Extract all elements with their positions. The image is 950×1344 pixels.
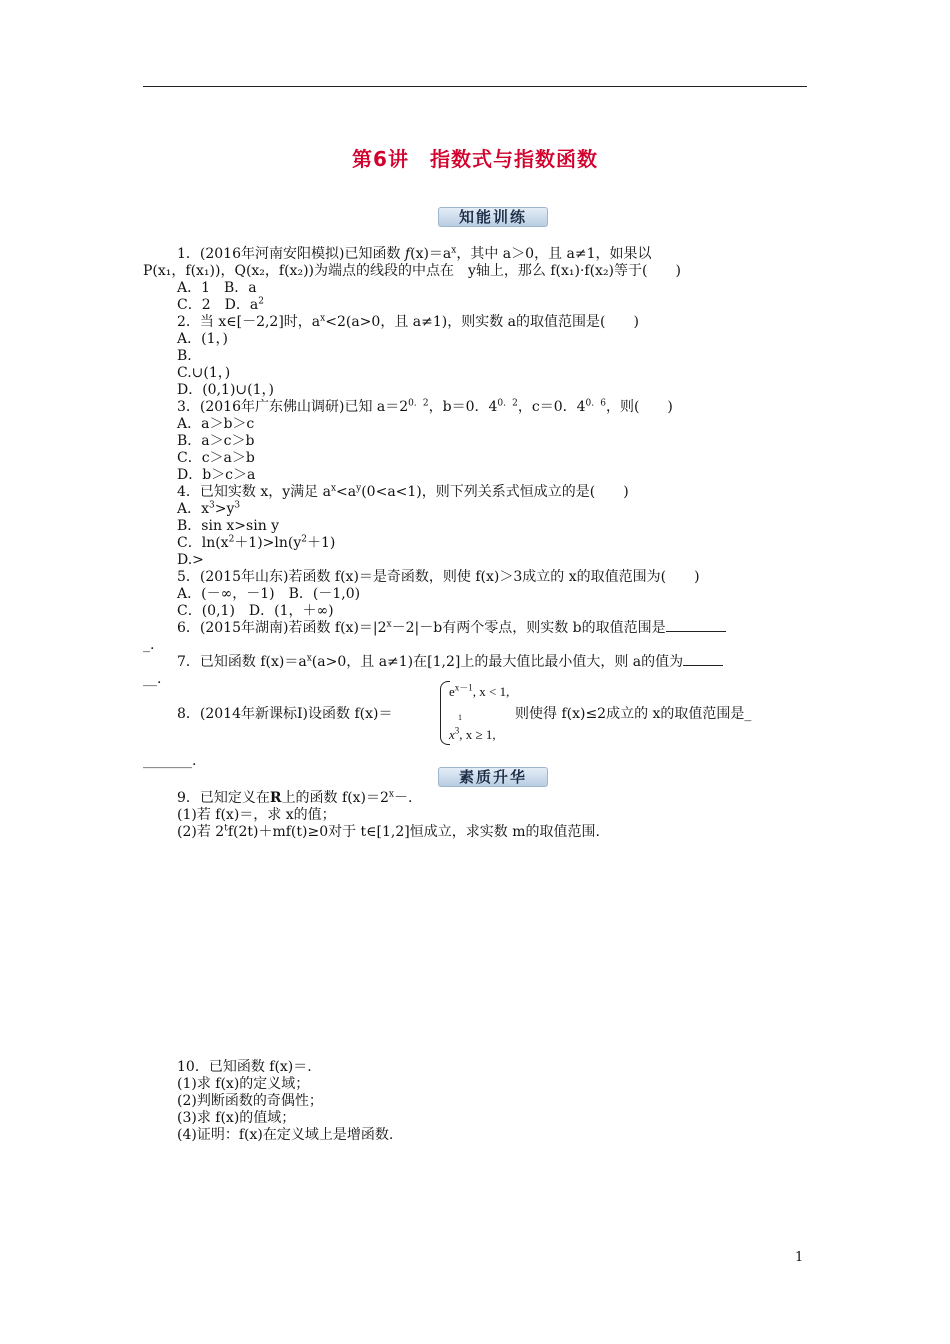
q10-part3: (3)求 f(x)的值域； xyxy=(177,1110,296,1126)
q7-stem-pre: 7．已知函数 f(x)＝a xyxy=(177,654,307,670)
q9-stem-pre: 9．已知定义在 xyxy=(177,790,270,806)
q8-case1-base: e xyxy=(449,684,455,699)
q2-option-a: A．(1，) xyxy=(177,331,228,347)
q9-part1: (1)若 f(x)＝，求 x的值； xyxy=(177,807,336,823)
q9-real-set: R xyxy=(269,790,282,806)
q9-stem-mid: 上的函数 f(x)＝2 xyxy=(281,790,389,806)
q2-option-d: D．(0,1)∪(1，) xyxy=(177,382,274,398)
q4-a-sup1: 3 xyxy=(209,500,215,511)
q2-stem-pre: 2．当 x∈[－2,2]时，a xyxy=(177,314,321,330)
q5-stem: 5．(2015年山东)若函数 f(x)＝是奇函数，则使 f(x)＞3成立的 x的取值范围为( ) xyxy=(177,569,700,585)
q2-option-b: B． xyxy=(177,348,202,364)
q4-c-post: ＋1) xyxy=(307,535,336,551)
page-title: 第6讲 指数式与指数函数 xyxy=(352,147,598,171)
q9-p2-sup: t xyxy=(224,823,228,834)
q9-p2-post: f(2t)＋mf(t)≥0对于 t∈[1,2]恒成立，求实数 m的取值范围. xyxy=(227,824,600,840)
q3-sup3: 0．6 xyxy=(585,398,606,409)
q4-a-sup2: 3 xyxy=(234,500,241,511)
q3-sup1: 0．2 xyxy=(408,398,429,409)
q8-case1-cond: , x < 1, xyxy=(472,684,510,699)
q6-stem-post: －2|－b有两个零点，则实数 b的取值范围是 xyxy=(391,620,666,636)
q2-stem-post: <2(a>0，且 a≠1)，则实数 a的取值范围是( ) xyxy=(325,314,639,330)
q3-option-b: B．a＞c＞b xyxy=(177,433,255,449)
q8-case2-cond: , x ≥ 1, xyxy=(459,727,496,742)
q6-answer-blank[interactable] xyxy=(666,620,726,632)
q4-stem xyxy=(177,484,629,501)
q8-case2-exp-num: 1 xyxy=(458,713,462,722)
q4-option-a xyxy=(177,501,240,518)
q8-case1 xyxy=(449,684,509,700)
q10-part1: (1)求 f(x)的定义域； xyxy=(177,1076,310,1092)
q4-stem-post: (0<a<1)，则下列关系式恒成立的是( ) xyxy=(361,484,629,500)
q1-optc-sup: 2 xyxy=(258,296,264,307)
q3-stem-post: ，则( ) xyxy=(605,399,673,415)
q8-post: 则使得 f(x)≤2成立的 x的取值范围是_ xyxy=(515,706,752,722)
q3-stem-mid1: ，b＝0．4 xyxy=(428,399,498,415)
q10-part2: (2)判断函数的奇偶性； xyxy=(177,1093,323,1109)
header-rule xyxy=(143,86,807,87)
q1-options-cd xyxy=(177,297,264,314)
q2-stem-sup: x xyxy=(320,313,326,324)
q3-option-c: C．c＞a＞b xyxy=(177,450,255,466)
q9-part2 xyxy=(177,824,600,841)
q1-optc-text: C．2 D．a xyxy=(177,297,259,313)
q8-case1-sup: x－1 xyxy=(454,682,473,693)
q1-sup: x xyxy=(451,245,457,256)
q3-option-d: D．b＞c＞a xyxy=(177,467,256,483)
page-number: 1 xyxy=(795,1250,804,1265)
q10-stem: 10．已知函数 f(x)＝. xyxy=(177,1059,312,1075)
q2-option-c: C.∪(1，) xyxy=(177,365,231,381)
q7-stem-post: (a>0，且 a≠1)在[1,2]上的最大值比最小值大，则 a的值为 xyxy=(311,654,684,670)
q7-stem xyxy=(177,654,723,671)
q6-sup: x xyxy=(386,619,392,630)
q4-stem-mid: <a xyxy=(336,484,357,500)
q7-answer-blank[interactable] xyxy=(683,654,723,666)
q8-case2-base: x xyxy=(449,727,455,742)
q1-text-f: f xyxy=(404,246,411,262)
q8-stem: 8．(2014年新课标Ⅰ)设函数 f(x)＝ xyxy=(177,706,393,722)
q4-c-sup2: 2 xyxy=(301,534,308,545)
q4-a-mid: >y xyxy=(214,501,235,517)
q3-sup2: 0．2 xyxy=(497,398,518,409)
q8-tail: _______. xyxy=(143,753,197,769)
q4-sup1: x xyxy=(330,483,337,494)
q1-text-pre: 1．(2016年河南安阳模拟)已知函数 xyxy=(177,246,405,262)
q8-case2 xyxy=(449,727,496,743)
q4-c-mid: ＋1)>ln(y xyxy=(234,535,302,551)
q1-line2: P(x₁，f(x₁))，Q(x₂，f(x₂))为端点的线段的中点在 y轴上，那么 f(x₁)·f(x₂)等于( ) xyxy=(143,263,681,279)
q4-c-sup1: 2 xyxy=(228,534,235,545)
section-banner-improve: 素质升华 xyxy=(438,767,548,787)
q1-text-mid: (x)＝a xyxy=(410,246,452,262)
q1-line1 xyxy=(177,246,652,263)
q9-p2-pre: (2)若 2 xyxy=(177,824,225,840)
q6-stem-pre: 6．(2015年湖南)若函数 f(x)＝|2 xyxy=(177,620,387,636)
q4-c-pre: C．ln(x xyxy=(177,535,229,551)
q4-a-pre: A．x xyxy=(177,501,210,517)
q4-stem-pre: 4．已知实数 x，y满足 a xyxy=(177,484,331,500)
section-banner-training: 知能训练 xyxy=(438,207,548,227)
q5-options-ab: A．(－∞，－1) B．(－1,0) xyxy=(177,586,361,602)
q9-stem xyxy=(177,790,412,807)
q4-sup2: y xyxy=(356,483,362,494)
q10-part4: (4)证明：f(x)在定义域上是增函数. xyxy=(177,1127,394,1143)
q9-stem-post: －. xyxy=(394,790,413,806)
q3-option-a: A．a＞b＞c xyxy=(177,416,255,432)
q7-tail: __. xyxy=(143,671,162,687)
q4-option-c xyxy=(177,535,335,552)
q4-option-d: D.> xyxy=(177,552,204,568)
q9-sup: x xyxy=(388,789,394,800)
q3-stem-mid2: ，c＝0．4 xyxy=(517,399,586,415)
q3-stem-pre: 3．(2016年广东佛山调研)已知 a＝2 xyxy=(177,399,409,415)
q2-stem xyxy=(177,314,639,331)
q7-sup: x xyxy=(306,653,312,664)
q1-options-ab: A．1 B．a xyxy=(177,280,257,296)
q5-options-cd: C．(0,1) D．(1，＋∞) xyxy=(177,603,334,619)
q6-tail: _. xyxy=(143,637,155,653)
q1-text-post: ，其中 a＞0，且 a≠1，如果以 xyxy=(456,246,652,262)
q4-option-b: B．sin x>sin y xyxy=(177,518,280,534)
q3-stem xyxy=(177,399,673,416)
q6-stem xyxy=(177,620,726,637)
q8-case2-den: 3 xyxy=(454,725,460,736)
